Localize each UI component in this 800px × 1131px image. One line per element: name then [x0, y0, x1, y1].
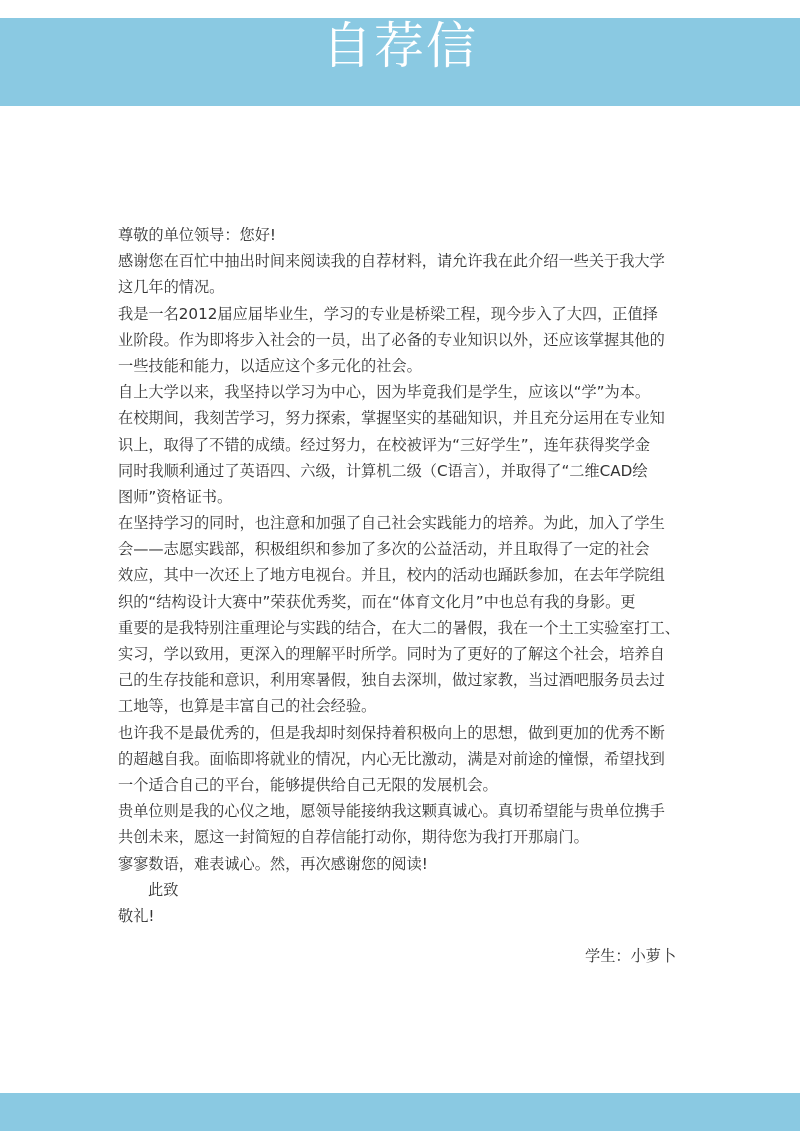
letter-line: 实习，学以致用，更深入的理解平时所学。同时为了更好的了解这个社会，培养自 — [118, 645, 665, 663]
letter-line: 这几年的情况。 — [118, 278, 225, 297]
letter-line: 在校期间，我刻苦学习，努力探索，掌握坚实的基础知识，并且充分运用在专业知 — [118, 409, 665, 428]
letter-line: 会——志愿实践部，积极组织和参加了多次的公益活动，并且取得了一定的社会 — [118, 540, 650, 559]
letter-line: 效应，其中一次还上了地方电视台。并且，校内的活动也踊跃参加，在去年学院组 — [118, 566, 665, 585]
letter-line: 一些技能和能力，以适应这个多元化的社会。 — [118, 356, 422, 375]
letter-line: 业阶段。作为即将步入社会的一员，出了必备的专业知识以外，还应该掌握其他的 — [118, 330, 665, 349]
letter-line: 识上，取得了不错的成绩。经过努力，在校被评为“三好学生”，连年获得奖学金 — [118, 435, 651, 454]
letter-line: 一个适合自己的平台，能够提供给自己无限的发展机会。 — [118, 775, 498, 794]
letter-line: 共创未来，愿这一封简短的自荐信能打动你，期待您为我打开那扇门。 — [118, 828, 589, 847]
letter-line: 重要的是我特别注重理论与实践的结合，在大二的暑假，我在一个土工实验室打工、 — [118, 618, 680, 637]
letter-line: 己的生存技能和意识，利用寒暑假，独自去深圳，做过家教，当过酒吧服务员去过 — [118, 671, 665, 690]
letter-line: 工地等，也算是丰富自己的社会经验。 — [118, 697, 377, 716]
closing-jingli: 敬礼! — [118, 906, 155, 925]
letter-line: 图师”资格证书。 — [118, 487, 233, 506]
letter-line: 我是一名2012届应届毕业生，学习的专业是桥梁工程，现今步入了大四，正值择 — [118, 304, 658, 323]
closing-cizhi: 此致 — [148, 880, 179, 899]
page-title: 自荐信 — [322, 17, 478, 76]
letter-line: 的超越自我。面临即将就业的情况，内心无比激动，满是对前途的憧憬，希望找到 — [118, 749, 665, 768]
letter-line: 贵单位则是我的心仪之地，愿领导能接纳我这颗真诚心。真切希望能与贵单位携手 — [118, 802, 665, 821]
letter-line: 同时我顺利通过了英语四、六级，计算机二级（C语言），并取得了“二维CAD绘 — [118, 461, 648, 480]
signature: 学生：小萝卜 — [585, 947, 677, 965]
letter-line: 自上大学以来，我坚持以学习为中心，因为毕竟我们是学生，应该以“学”为本。 — [118, 383, 651, 402]
letter-line: 寥寥数语，难表诚心。然，再次感谢您的阅读! — [118, 854, 428, 873]
footer-band — [0, 1093, 800, 1131]
letter-line: 感谢您在百忙中抽出时间来阅读我的自荐材料，请允许我在此介绍一些关于我大学 — [118, 252, 665, 271]
letter-line: 织的“结构设计大赛中”荣获优秀奖，而在“体育文化月”中也总有我的身影。更 — [118, 592, 636, 611]
salutation: 尊敬的单位领导：您好! — [118, 226, 276, 244]
letter-line: 在坚持学习的同时，也注意和加强了自己社会实践能力的培养。为此，加入了学生 — [118, 514, 665, 533]
header-band — [0, 18, 800, 106]
letter-body — [118, 222, 708, 929]
letter-line: 也许我不是最优秀的，但是我却时刻保持着积极向上的思想，做到更加的优秀不断 — [118, 723, 665, 742]
